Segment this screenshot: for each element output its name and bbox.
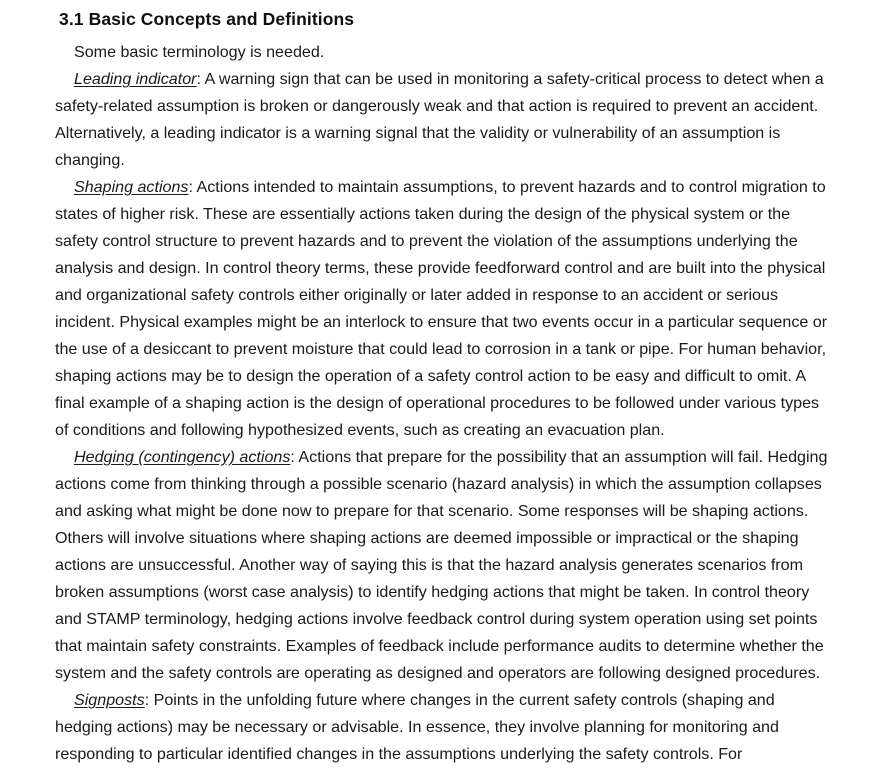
paragraph-text: Some basic terminology is needed.	[74, 43, 325, 61]
defined-term: Signposts	[74, 691, 145, 709]
paragraph-hedging-actions	[55, 444, 832, 687]
paragraph-intro	[55, 39, 832, 66]
paragraph-shaping-actions	[55, 174, 832, 444]
paragraph-text: : Actions that prepare for the possibility that an assumption will fail. Hedging actions come from thinking through a possible scenario (hazard analysis) in which the assumption collapses and asking what might be done now to prepare for that scenario. Some responses will be shaping actions. Others will involve situations where shaping actions are deemed impossible or impractical or the shaping actions are unsuccessful. Another way of saying this is that the hazard analysis generates scenarios from broken assumptions (worst case analysis) to identify hedging actions that might be taken. In control theory and STAMP terminology, hedging actions involve feedback control during system operation using set points that maintain safety constraints. Examples of feedback include performance audits to determine whether the system and the safety controls are operating as designed and operators are following designed procedures.	[55, 448, 828, 682]
document-body	[55, 39, 832, 768]
paragraph-text: : Points in the unfolding future where changes in the current safety controls (shaping and hedging actions) may be necessary or advisable. In essence, they involve planning for monitoring and responding to particular identified changes in the assumptions underlying the safety controls. For	[55, 691, 779, 763]
paragraph-text: : A warning sign that can be used in monitoring a safety-critical process to detect when a safety-related assumption is broken or dangerously weak and that action is required to prevent an accident. Alternatively, a leading indicator is a warning signal that the validity or vulnerability of an assumption is changing.	[55, 70, 824, 169]
section-heading: 3.1 Basic Concepts and Definitions	[59, 9, 355, 29]
paragraph-signposts	[55, 687, 832, 768]
defined-term: Leading indicator	[74, 70, 197, 88]
defined-term: Hedging (contingency) actions	[74, 448, 291, 466]
paragraph-text: : Actions intended to maintain assumptions, to prevent hazards and to control migration to states of higher risk. These are essentially actions taken during the design of the physical system or the safety control structure to prevent hazards and to prevent the violation of the assumptions underlying the analysis and design. In control theory terms, these provide feedforward control and are built into the physical and organizational safety controls either originally or later added in response to an accident or serious incident. Physical examples might be an interlock to ensure that two events occur in a particular sequence or the use of a desiccant to prevent moisture that could lead to corrosion in a tank or pipe. For human behavior, shaping actions may be to design the operation of a safety control action to be easy and difficult to omit. A final example of a shaping action is the design of operational procedures to be followed under various types of conditions and following hypothesized events, such as creating an evacuation plan.	[55, 178, 828, 439]
defined-term: Shaping actions	[74, 178, 189, 196]
paragraph-leading-indicator	[55, 66, 832, 174]
